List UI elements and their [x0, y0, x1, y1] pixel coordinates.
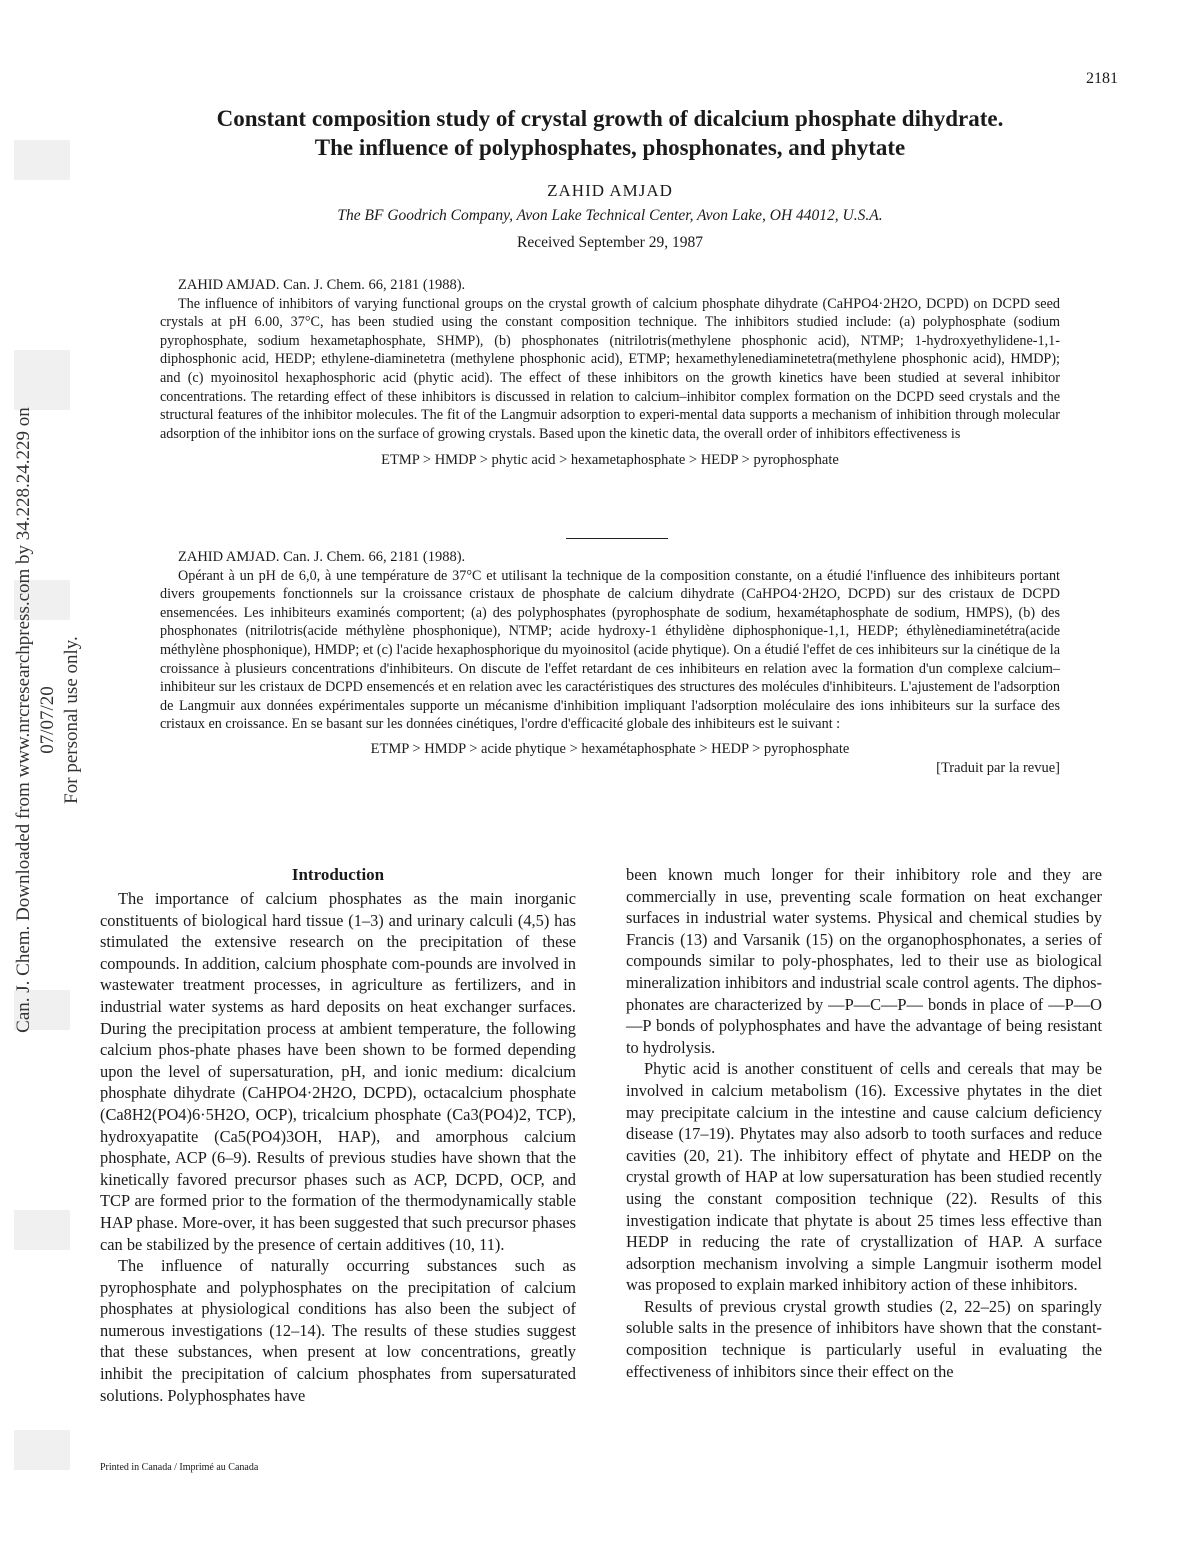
scan-artifact: [14, 1210, 70, 1250]
paragraph: been known much longer for their inhibitory role and they are commercially in use, preventing scale formation on heat exchanger surfaces in industrial water systems. Physical and chemical studies by Francis (13) and Varsanik (15) on the organophosphonates, a series of compounds similar to poly-phosphates, led to their use as biological mineralization inhibitors and industrial scale control agents. The diphos-phonates are characterized by —P—C—P— bonds in place of —P—O—P bonds of polyphosphates and have the advantage of being resistant to hydrolysis.: [626, 865, 1102, 1057]
introduction-right-column: [626, 864, 1102, 1382]
paragraph: The influence of naturally occurring substances such as pyrophosphate and polyphosphates on the precipitation of calcium phosphates at physiological conditions has also been the subject of numerous investigations (12–14). The results of these studies suggest that these substances, when present at low concentrations, greatly inhibit the precipitation of calcium phosphates from supersaturated solutions. Polyphosphates have: [100, 1256, 576, 1405]
abstract-text-fr: Opérant à un pH de 6,0, à une température de 37°C et utilisant la technique de la composition constante, on a étudié l'influence des inhibiteurs portant divers groupements fonctionnels sur la croissance cristaux de phosphate de calcium dihydrate (CaHPO4·2H2O, DCPD) sur des cristaux de DCPD ensemencées. Les inhibiteurs examinés comportent; (a) des polyphosphates (pyrophosphate de sodium, hexamétaphosphate de sodium, HMPS), (b) des phosphonates (nitrilotris(acide méthylène phosphonique), NTMP; acide hydroxy-1 éthylidène diphosphonique-1,1, HEDP; éthylènediaminetétra(acide méthylène phosphonique), HMDP; et (c) l'acide hexaphosphorique du myoinositol (acide phytique). On a étudié l'effet de ces inhibiteurs sur la cinétique de la croissance à plusieurs concentrations d'inhibiteurs. On discute de l'effet retardant de ces inhibiteurs en relation avec la formation d'un complexe calcium–inhibiteur sur les cristaux de DCPD ensemencés et en relation avec les caractéristiques des structures des molécules d'inhibiteurs. L'ajustement de l'adsorption de Langmuir aux données expérimentales supporte un mécanisme d'inhibition impliquant l'adsorption moléculaire des ions inhibiteurs sur la surface des cristaux en croissance. En se basant sur les données cinétiques, l'ordre d'efficacité globale des inhibiteurs est le suivant :: [160, 567, 1060, 733]
inhibitor-ranking-fr: ETMP > HMDP > acide phytique > hexamétaphosphate > HEDP > pyrophosphate: [370, 740, 850, 757]
watermark-line-1: Can. J. Chem. Downloaded from www.nrcresearchpress.com by 34.228.24.229 on 07/07/20: [13, 407, 58, 1033]
download-watermark: [12, 380, 84, 1060]
translation-note: [Traduit par la revue]: [936, 759, 1060, 776]
author-affiliation: The BF Goodrich Company, Avon Lake Technical Center, Avon Lake, OH 44012, U.S.A.: [337, 207, 883, 224]
paragraph: The importance of calcium phosphates as the main inorganic constituents of biological hard tissue (1–3) and urinary calculi (4,5) has stimulated the extensive research on the precipitation of these compounds. In addition, calcium phosphate com-pounds are involved in wastewater treatment processes, in agriculture as fertilizers, and in industrial water systems as hard deposits on heat exchanger surfaces. During the precipitation process at ambient temperature, the following calcium phos-phate phases have been shown to be formed depending upon the level of supersaturation, pH, and ionic medium: dicalcium phosphate dihydrate (CaHPO4·2H2O, DCPD), octacalcium phosphate (Ca8H2(PO4)6·5H2O, OCP), tricalcium phosphate (Ca3(PO4)2, TCP), hydroxyapatite (Ca5(PO4)3OH, HAP), and amorphous calcium phosphate, ACP (6–9). Results of previous studies have shown that the kinetically favored precursor phases such as ACP, DCPD, OCP, and TCP are formed prior to the formation of the thermodynamically stable HAP phase. More-over, it has been suggested that such precursor phases can be stabilized by the presence of certain additives (10, 11).: [100, 889, 576, 1254]
abstract-divider: [566, 538, 668, 539]
received-date: Received September 29, 1987: [517, 234, 703, 251]
paragraph: Phytic acid is another constituent of cells and cereals that may be involved in calcium metabolism (16). Excessive phytates in the diet may precipitate calcium in the intestine and cause calcium deficiency disease (17–19). Phytates may also adsorb to tooth surfaces and reduce cavities (20, 21). The inhibitory effect of phytate and HEDP on the crystal growth of HAP at low supersaturation has been studied recently using the constant composition technique (22). Results of this investigation indicate that phytate is about 25 times less effective than HEDP in reducing the rate of crystallization of HAP. A surface adsorption mechanism involving a simple Langmuir isotherm model was proposed to explain marked inhibitory action of these inhibitors.: [626, 1059, 1102, 1295]
page-number: 2181: [1086, 70, 1118, 87]
paragraph: Results of previous crystal growth studies (2, 22–25) on sparingly soluble salts in the presence of inhibitors have shown that the constant-composition technique is particularly useful in evaluating the effectiveness of inhibitors since their effect on the: [626, 1296, 1102, 1381]
abstract-text: The influence of inhibitors of varying functional groups on the crystal growth of calcium phosphate dihydrate (CaHPO4·2H2O, DCPD) on DCPD seed crystals at pH 6.00, 37°C, has been studied using the constant composition technique. The inhibitors studied include: (a) polyphosphate (sodium pyrophosphate, sodium hexametaphosphate, SHMP), (b) phosphonates (nitrilotris(methylene phosphonic acid), NTMP; 1-hydroxyethylidene-1,1-diphosphonic acid, HEDP; ethylene-diaminetetra (methylene phosphonic acid), ETMP; hexamethylenediaminetetra(methylene phosphonic acid), HMDP); and (c) myoinositol hexaphosphoric acid (phytic acid). The effect of these inhibitors on the growth kinetics have been studied at several inhibitor concentrations. The retarding effect of these inhibitors is discussed in relation to calcium–inhibitor complex formation on the DCPD seed crystals and the structural features of the inhibitor molecules. The fit of the Langmuir adsorption to experi-mental data supports a mechanism of inhibition through molecular adsorption of the inhibitor ions on the surface of growing crystals. Based upon the kinetic data, the overall order of inhibitors effectiveness is: [160, 295, 1060, 442]
title-line-2: The influence of polyphosphates, phosphonates, and phytate: [314, 135, 906, 160]
section-heading: Introduction: [291, 865, 385, 884]
watermark-line-2: For personal use only.: [61, 636, 82, 804]
title-line-1: Constant composition study of crystal growth of dicalcium phosphate dihydrate.: [216, 106, 1004, 131]
author-name: ZAHID AMJAD: [547, 181, 673, 200]
inhibitor-ranking: ETMP > HMDP > phytic acid > hexametaphosphate > HEDP > pyrophosphate: [381, 452, 839, 469]
scan-artifact: [14, 1430, 70, 1470]
printed-in-note: Printed in Canada / Imprimé au Canada: [100, 1462, 259, 1473]
abstract-french: [160, 548, 1060, 777]
abstract-citation-fr: ZAHID AMJAD. Can. J. Chem. 66, 2181 (1988).: [178, 549, 466, 565]
paper-title: [100, 104, 1120, 162]
introduction-left-column: [100, 864, 576, 1406]
abstract-english: [160, 276, 1060, 470]
abstract-citation: ZAHID AMJAD. Can. J. Chem. 66, 2181 (1988).: [178, 277, 466, 293]
scan-artifact: [14, 140, 70, 180]
